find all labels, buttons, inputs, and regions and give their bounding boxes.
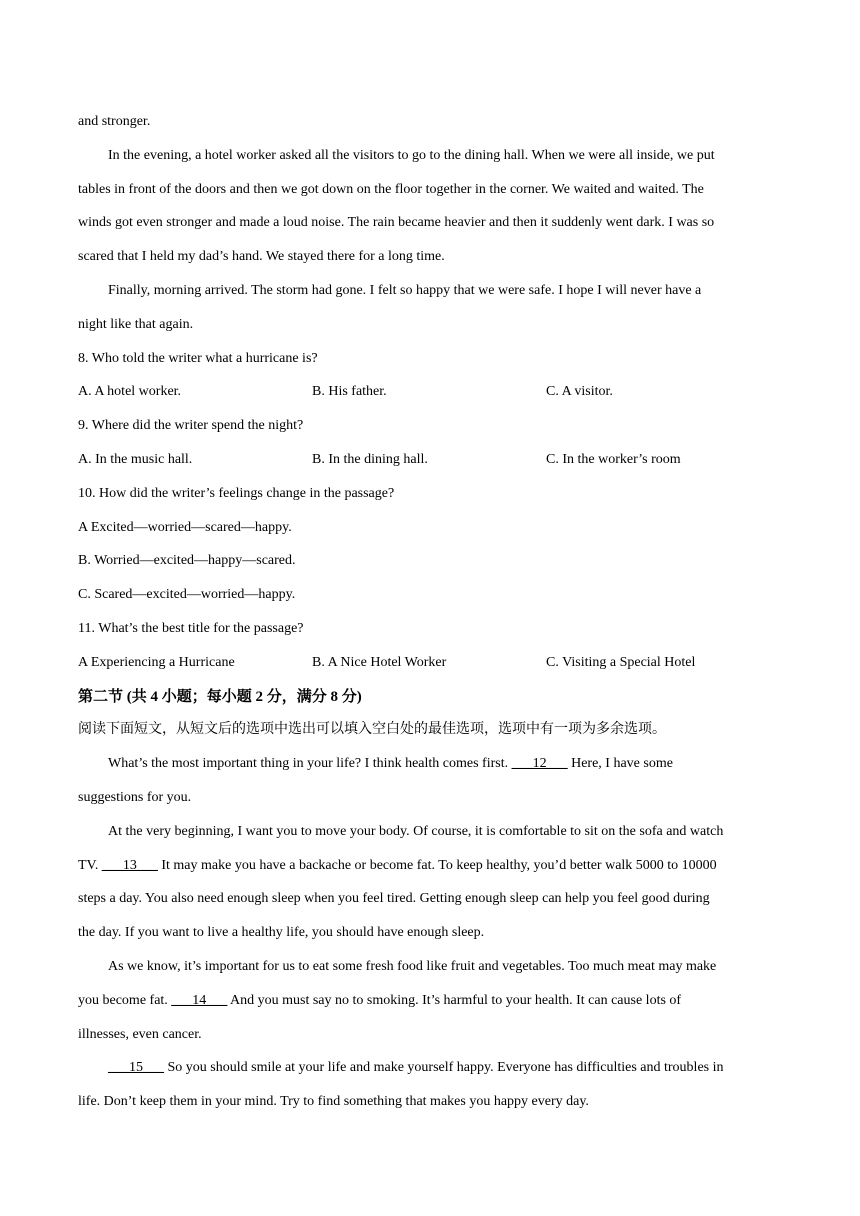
passage-line: the day. If you want to live a healthy life, you should have enough sleep. <box>78 925 485 941</box>
document-page <box>78 108 778 1122</box>
passage-text: So you should smile at your life and make yourself happy. Everyone has difficulties and troubles in <box>164 1060 724 1076</box>
blank-14: ___14___ <box>171 992 228 1008</box>
section-title: 第二节 (共 4 小题；每小题 2 分，满分 8 分) <box>78 688 362 705</box>
option-a: A Excited—worried—scared—happy. <box>78 519 292 535</box>
passage-line: tables in front of the doors and then we got down on the floor together in the corner. We waited and waited. The <box>78 181 704 197</box>
passage-line <box>78 852 778 886</box>
question-options <box>78 378 778 412</box>
option-b: B. His father. <box>312 384 387 400</box>
passage-line <box>78 750 778 784</box>
passage-line: night like that again. <box>78 316 194 332</box>
passage-text: you become fat. <box>78 992 172 1008</box>
question-options <box>78 649 778 683</box>
option-b: B. In the dining hall. <box>312 451 428 467</box>
passage-text: It may make you have a backache or become fat. To keep healthy, you’d better walk 5000 to 10000 <box>157 857 717 873</box>
option-b: B. A Nice Hotel Worker <box>312 654 447 670</box>
passage-line: life. Don’t keep them in your mind. Try to find something that makes you happy every day. <box>78 1094 589 1110</box>
passage-line: illnesses, even cancer. <box>78 1026 202 1042</box>
passage-line: suggestions for you. <box>78 789 192 805</box>
passage-line: and stronger. <box>78 114 151 129</box>
passage-text: And you must say no to smoking. It’s harmful to your health. It can cause lots of <box>227 992 682 1008</box>
blank-12: ___12___ <box>511 756 568 772</box>
question-stem: 11. What’s the best title for the passage? <box>78 620 304 636</box>
passage-line: At the very beginning, I want you to move your body. Of course, it is comfortable to sit on the sofa and watch <box>108 823 724 839</box>
blank-13: ___13___ <box>101 857 158 873</box>
option-a: A Experiencing a Hurricane <box>78 654 235 670</box>
passage-text: TV. <box>78 857 102 873</box>
passage-line: winds got even stronger and made a loud noise. The rain became heavier and then it suddenly went dark. I was so <box>78 215 715 231</box>
option-c: C. Scared—excited—worried—happy. <box>78 587 296 603</box>
section-instruction: 阅读下面短文，从短文后的选项中选出可以填入空白处的最佳选项，选项中有一项为多余选项。 <box>78 722 666 738</box>
option-a: A. In the music hall. <box>78 451 193 467</box>
option-c: C. In the worker’s room <box>546 451 681 467</box>
option-c: C. Visiting a Special Hotel <box>546 654 696 670</box>
passage-line: In the evening, a hotel worker asked all the visitors to go to the dining hall. When we were all inside, we put <box>108 147 715 163</box>
passage-line <box>78 1054 778 1088</box>
passage-line: As we know, it’s important for us to eat some fresh food like fruit and vegetables. Too much meat may make <box>108 958 717 974</box>
question-options <box>78 446 778 480</box>
option-a: A. A hotel worker. <box>78 384 182 400</box>
option-b: B. Worried—excited—happy—scared. <box>78 553 296 569</box>
question-stem: 9. Where did the writer spend the night? <box>78 418 304 434</box>
passage-line: scared that I held my dad’s hand. We stayed there for a long time. <box>78 249 445 265</box>
passage-text: What’s the most important thing in your life? I think health comes first. <box>108 756 512 772</box>
option-c: C. A visitor. <box>546 384 613 400</box>
passage-line: Finally, morning arrived. The storm had gone. I felt so happy that we were safe. I hope I will never have a <box>108 282 702 298</box>
passage-line: steps a day. You also need enough sleep when you feel tired. Getting enough sleep can help you feel good during <box>78 891 710 907</box>
blank-15: ___15___ <box>108 1060 164 1076</box>
passage-text: Here, I have some <box>567 756 673 772</box>
passage-line <box>78 987 778 1021</box>
question-stem: 10. How did the writer’s feelings change in the passage? <box>78 485 395 501</box>
question-stem: 8. Who told the writer what a hurricane is? <box>78 350 318 366</box>
